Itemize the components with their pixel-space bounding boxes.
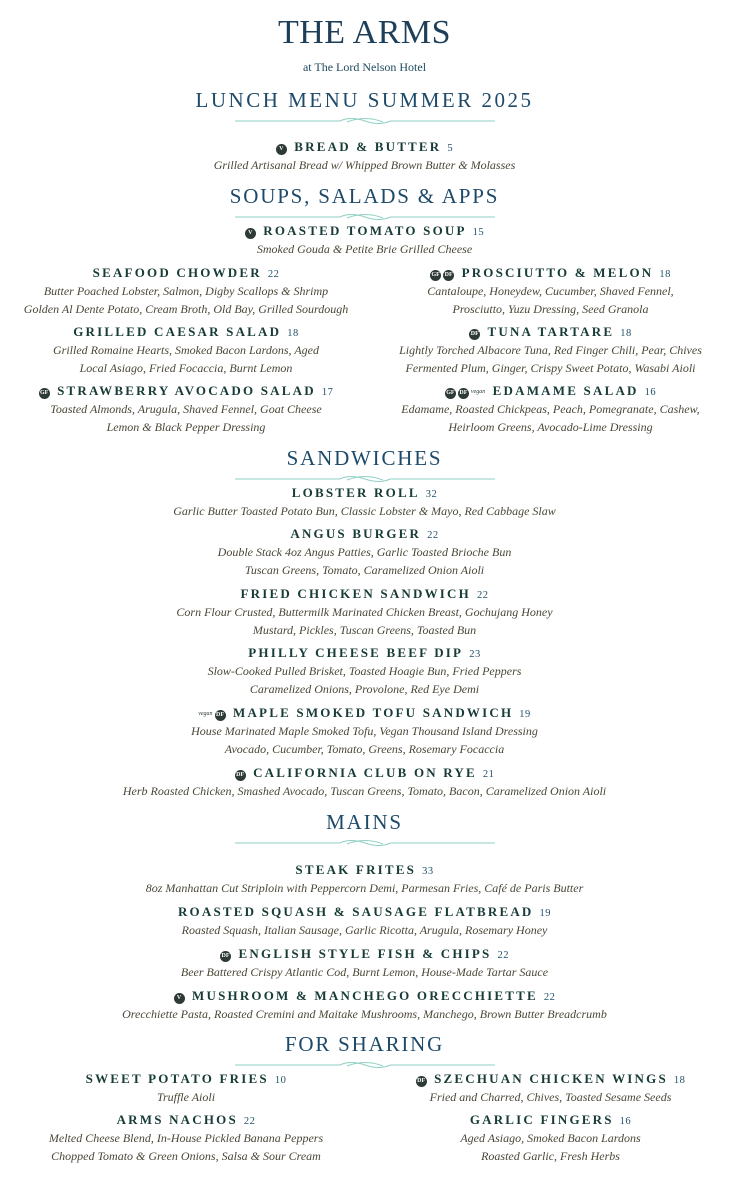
fish-chips-name — [0, 946, 729, 962]
nachos-desc-2: Chopped Tomato & Green Onions, Salsa & Sour Cream — [51, 1149, 321, 1163]
chicken-sandwich-price: 22 — [476, 590, 489, 601]
tomato-soup-desc: Smoked Gouda & Petite Brie Grilled Cheese — [256, 242, 473, 256]
nachos-desc-1: Melted Cheese Blend, In-House Pickled Banana Peppers — [48, 1131, 324, 1145]
restaurant-title: THE ARMS — [277, 14, 452, 51]
caesar-label: GRILLED CAESAR SALAD — [73, 324, 282, 339]
orecchiette-name — [0, 988, 729, 1004]
dairy-free-badge-icon: DF — [220, 951, 231, 962]
tofu-sandwich-desc-1: House Marinated Maple Smoked Tofu, Vegan Thousand Island Dressing — [191, 724, 538, 738]
steak-frites-desc: 8oz Manhattan Cut Striploin with Peppercorn Demi, Parmesan Fries, Café de Paris Butter — [145, 881, 584, 895]
dairy-free-badge-icon: DF — [458, 388, 469, 399]
prosciutto-price: 18 — [659, 269, 671, 280]
edamame-desc-1: Edamame, Roasted Chickpeas, Peach, Pomegranate, Cashew, — [401, 402, 700, 416]
lobster-roll-name — [0, 485, 729, 501]
tuna-desc-2: Fermented Plum, Ginger, Crispy Sweet Potato, Wasabi Aioli — [405, 361, 696, 375]
gluten-free-badge-icon: GF — [445, 388, 456, 399]
lobster-roll-price: 32 — [425, 489, 438, 500]
strawberry-desc-1: Toasted Almonds, Arugula, Shaved Fennel, Goat Cheese — [50, 402, 322, 416]
section-heading-mains: MAINS — [326, 810, 403, 834]
philly-desc-2: Caramelized Onions, Provolone, Red Eye Demi — [249, 682, 480, 696]
garlic-fingers-label: GARLIC FINGERS — [469, 1112, 614, 1127]
sweet-potato-fries-name — [0, 1071, 372, 1087]
wings-desc: Fried and Charred, Chives, Toasted Sesame Seeds — [429, 1090, 672, 1104]
vegetarian-badge-icon: V — [276, 144, 287, 155]
edamame-price: 16 — [644, 387, 657, 398]
tofu-sandwich-label: MAPLE SMOKED TOFU SANDWICH — [233, 705, 514, 720]
tofu-sandwich-name — [0, 705, 729, 721]
flourish-divider — [0, 212, 729, 222]
wings-name — [372, 1071, 729, 1087]
burger-name — [0, 526, 729, 542]
strawberry-price: 17 — [321, 387, 334, 398]
bread-name: BREAD & BUTTER — [294, 139, 442, 154]
sweet-potato-fries-price: 10 — [274, 1075, 287, 1086]
prosciutto-label: PROSCIUTTO & MELON — [461, 265, 654, 280]
lobster-roll-desc: Garlic Butter Toasted Potato Bun, Classic Lobster & Mayo, Red Cabbage Slaw — [173, 504, 556, 518]
sweet-potato-fries-desc: Truffle Aioli — [156, 1090, 216, 1104]
chicken-sandwich-label: FRIED CHICKEN SANDWICH — [240, 586, 471, 601]
tuna-price: 18 — [620, 328, 632, 339]
wings-price: 18 — [673, 1075, 686, 1086]
section-heading-sandwiches: SANDWICHES — [286, 446, 443, 470]
dairy-free-badge-icon: DF — [469, 329, 480, 340]
fish-chips-desc: Beer Battered Crispy Atlantic Cod, Burnt Lemon, House-Made Tartar Sauce — [180, 965, 549, 979]
club-name — [0, 765, 729, 781]
flatbread-price: 19 — [539, 908, 552, 919]
edamame-label: EDAMAME SALAD — [492, 383, 639, 398]
philly-desc-1: Slow-Cooked Pulled Brisket, Toasted Hoagie Bun, Fried Peppers — [207, 664, 522, 678]
dairy-free-badge-icon: DF — [235, 770, 246, 781]
flatbread-desc: Roasted Squash, Italian Sausage, Garlic Ricotta, Arugula, Rosemary Honey — [181, 923, 548, 937]
tofu-sandwich-price: 19 — [519, 709, 531, 720]
philly-price: 23 — [469, 649, 481, 660]
garlic-fingers-desc-1: Aged Asiago, Smoked Bacon Lardons — [460, 1131, 641, 1145]
orecchiette-label: MUSHROOM & MANCHEGO ORECCHIETTE — [192, 988, 538, 1003]
prosciutto-name — [372, 265, 729, 281]
steak-frites-name — [0, 862, 729, 878]
tuna-label: TUNA TARTARE — [487, 324, 615, 339]
caesar-desc-2: Local Asiago, Fried Focaccia, Burnt Lemon — [79, 361, 293, 375]
orecchiette-desc: Orecchiette Pasta, Roasted Cremini and Maitake Mushrooms, Manchego, Brown Butter Breadcrumb — [122, 1007, 607, 1021]
sweet-potato-fries-label: SWEET POTATO FRIES — [85, 1071, 269, 1086]
tomato-soup-name — [0, 223, 729, 239]
garlic-fingers-desc-2: Roasted Garlic, Fresh Herbs — [481, 1149, 620, 1163]
bread-description: Grilled Artisanal Bread w/ Whipped Brown Butter & Molasses — [213, 158, 516, 172]
vegan-badge-icon: vegan — [470, 389, 486, 395]
club-desc: Herb Roasted Chicken, Smashed Avocado, Tuscan Greens, Tomato, Bacon, Caramelized Onion Aioli — [122, 784, 607, 798]
tuna-desc-1: Lightly Torched Albacore Tuna, Red Finger Chili, Pear, Chives — [399, 343, 702, 357]
tuna-name — [372, 324, 729, 340]
dairy-free-badge-icon: DF — [416, 1076, 427, 1087]
wings-label: SZECHUAN CHICKEN WINGS — [434, 1071, 668, 1086]
section-heading-soups: SOUPS, SALADS & APPS — [229, 184, 500, 208]
vegan-badge-icon: vegan — [198, 711, 213, 717]
menu-title: LUNCH MENU SUMMER 2025 — [195, 88, 534, 112]
chicken-sandwich-name — [0, 586, 729, 602]
gluten-free-badge-icon: GF — [430, 270, 441, 281]
gluten-free-badge-icon: GF — [39, 388, 50, 399]
vegetarian-badge-icon: V — [245, 228, 256, 239]
orecchiette-price: 22 — [543, 992, 556, 1003]
chowder-label: SEAFOOD CHOWDER — [92, 265, 262, 280]
burger-desc-1: Double Stack 4oz Angus Patties, Garlic Toasted Brioche Bun — [217, 545, 512, 559]
burger-label: ANGUS BURGER — [290, 526, 422, 541]
flatbread-name — [0, 904, 729, 920]
bread-item-name — [0, 139, 729, 155]
fish-chips-label: ENGLISH STYLE FISH & CHIPS — [238, 946, 492, 961]
edamame-name — [372, 383, 729, 399]
strawberry-label: STRAWBERRY AVOCADO SALAD — [57, 383, 316, 398]
flatbread-label: ROASTED SQUASH & SAUSAGE FLATBREAD — [177, 904, 534, 919]
dairy-free-badge-icon: DF — [443, 270, 454, 281]
flourish-divider — [0, 838, 729, 848]
garlic-fingers-name — [372, 1112, 729, 1128]
chowder-price: 22 — [267, 269, 280, 280]
chowder-desc-2: Golden Al Dente Potato, Cream Broth, Old Bay, Grilled Sourdough — [23, 302, 349, 316]
flourish-divider — [0, 474, 729, 484]
caesar-price: 18 — [287, 328, 299, 339]
burger-desc-2: Tuscan Greens, Tomato, Caramelized Onion Aioli — [244, 563, 485, 577]
nachos-label: ARMS NACHOS — [116, 1112, 238, 1127]
nachos-name — [0, 1112, 372, 1128]
tomato-soup-price: 15 — [472, 227, 485, 238]
tofu-sandwich-desc-2: Avocado, Cucumber, Tomato, Greens, Rosemary Focaccia — [224, 742, 505, 756]
nachos-price: 22 — [243, 1116, 256, 1127]
philly-label: PHILLY CHEESE BEEF DIP — [248, 645, 464, 660]
dairy-free-badge-icon: DF — [215, 710, 226, 721]
chowder-desc-1: Butter Poached Lobster, Salmon, Digby Scallops & Shrimp — [43, 284, 329, 298]
chowder-name — [0, 265, 372, 281]
prosciutto-desc-1: Cantaloupe, Honeydew, Cucumber, Shaved Fennel, — [427, 284, 674, 298]
section-heading-sharing: FOR SHARING — [284, 1032, 445, 1056]
fish-chips-price: 22 — [497, 950, 509, 961]
edamame-desc-2: Heirloom Greens, Avocado-Lime Dressing — [448, 420, 653, 434]
club-price: 21 — [482, 769, 495, 780]
garlic-fingers-price: 16 — [619, 1116, 632, 1127]
flourish-divider — [0, 116, 729, 126]
club-label: CALIFORNIA CLUB ON RYE — [253, 765, 477, 780]
steak-frites-label: STEAK FRITES — [295, 862, 417, 877]
bread-price: 5 — [447, 143, 454, 154]
chicken-sandwich-desc-1: Corn Flour Crusted, Buttermilk Marinated Chicken Breast, Gochujang Honey — [176, 605, 553, 619]
lobster-roll-label: LOBSTER ROLL — [291, 485, 420, 500]
burger-price: 22 — [427, 530, 439, 541]
prosciutto-desc-2: Prosciutto, Yuzu Dressing, Seed Granola — [452, 302, 649, 316]
strawberry-name — [0, 383, 372, 399]
chicken-sandwich-desc-2: Mustard, Pickles, Tuscan Greens, Toasted Bun — [252, 623, 477, 637]
caesar-name — [0, 324, 372, 340]
tomato-soup-label: ROASTED TOMATO SOUP — [263, 223, 467, 238]
caesar-desc-1: Grilled Romaine Hearts, Smoked Bacon Lardons, Aged — [53, 343, 319, 357]
vegetarian-badge-icon: V — [174, 993, 185, 1004]
steak-frites-price: 33 — [422, 866, 434, 877]
strawberry-desc-2: Lemon & Black Pepper Dressing — [106, 420, 266, 434]
flourish-divider — [0, 1060, 729, 1070]
philly-name — [0, 645, 729, 661]
restaurant-subtitle: at The Lord Nelson Hotel — [302, 60, 427, 74]
